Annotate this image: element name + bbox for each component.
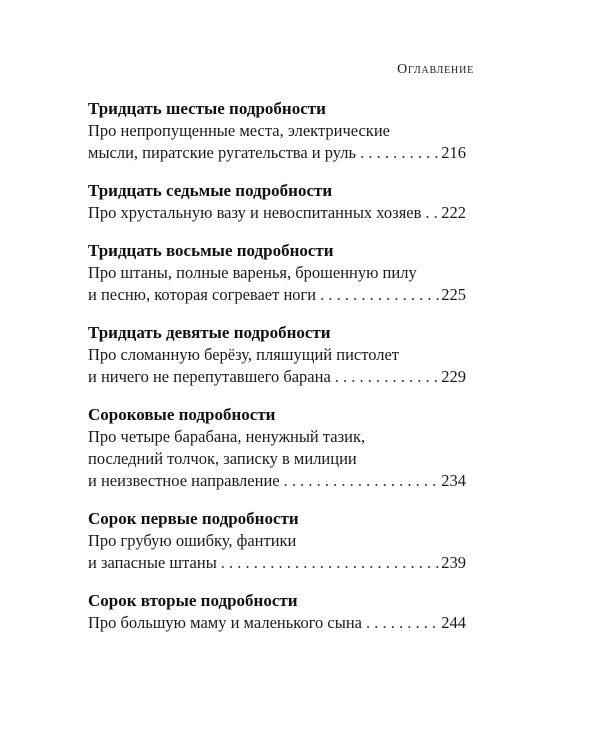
toc-entry-title: Сорок первые подробности <box>88 509 299 528</box>
dot-leader <box>284 470 440 492</box>
toc-entry-description-line: и ничего не перепутавшего барана <box>88 367 331 386</box>
toc-entry-last-line <box>88 470 466 492</box>
toc-entry-last-line <box>88 366 466 388</box>
toc-entry-description-line: и неизвестное направление <box>88 471 280 490</box>
toc-entry-last-line <box>88 552 466 574</box>
toc-entry-description-line: Про непропущенные места, электрические <box>88 121 390 140</box>
toc-entry-title: Сороковые подробности <box>88 405 276 424</box>
page-number: 244 <box>441 613 466 632</box>
toc-entry[interactable] <box>88 180 466 224</box>
toc-entry-last-line <box>88 284 466 306</box>
dot-leader <box>320 284 439 306</box>
toc-entry-description-line: последний толчок, записку в милиции <box>88 449 357 468</box>
toc-entry-title: Тридцать девятые подробности <box>88 323 331 342</box>
toc-entry-last-line <box>88 142 466 164</box>
toc-entry[interactable] <box>88 98 466 164</box>
toc-entry-last-line <box>88 202 466 224</box>
toc-entry-description-line: и песню, которая согревает ноги <box>88 285 317 304</box>
toc-entry-description-line: Про сломанную берёзу, пляшущий пистолет <box>88 345 400 364</box>
page-number: 229 <box>441 367 466 386</box>
dot-leader <box>366 612 439 634</box>
running-head: Оглавление <box>397 62 474 77</box>
toc-entry-description-line: Про хрустальную вазу и невоспитанных хозяев <box>88 203 422 222</box>
toc-entry-last-line <box>88 612 466 634</box>
toc-entry[interactable] <box>88 404 466 492</box>
dot-leader <box>221 552 439 574</box>
page-number: 225 <box>441 285 466 304</box>
toc-entry-description-line: Про грубую ошибку, фантики <box>88 531 297 550</box>
dot-leader <box>425 202 439 224</box>
page-number: 234 <box>441 471 466 490</box>
toc-entry[interactable] <box>88 322 466 388</box>
toc-entry-title: Сорок вторые подробности <box>88 591 298 610</box>
toc-entry-description-line: мысли, пиратские ругательства и руль <box>88 143 357 162</box>
table-of-contents <box>88 98 466 650</box>
toc-entry-description-line: Про четыре барабана, ненужный тазик, <box>88 427 366 446</box>
dot-leader <box>360 142 439 164</box>
toc-entry[interactable] <box>88 508 466 574</box>
toc-entry-description-line: и запасные штаны <box>88 553 217 572</box>
toc-entry-title: Тридцать шестые подробности <box>88 99 326 118</box>
toc-entry[interactable] <box>88 240 466 306</box>
page-number: 216 <box>441 143 466 162</box>
page-number: 222 <box>441 203 466 222</box>
toc-entry[interactable] <box>88 590 466 634</box>
dot-leader <box>335 366 439 388</box>
toc-entry-description-line: Про большую маму и маленького сына <box>88 613 362 632</box>
toc-entry-title: Тридцать седьмые подробности <box>88 181 333 200</box>
toc-entry-title: Тридцать восьмые подробности <box>88 241 334 260</box>
page-number: 239 <box>441 553 466 572</box>
toc-entry-description-line: Про штаны, полные варенья, брошенную пилу <box>88 263 417 282</box>
